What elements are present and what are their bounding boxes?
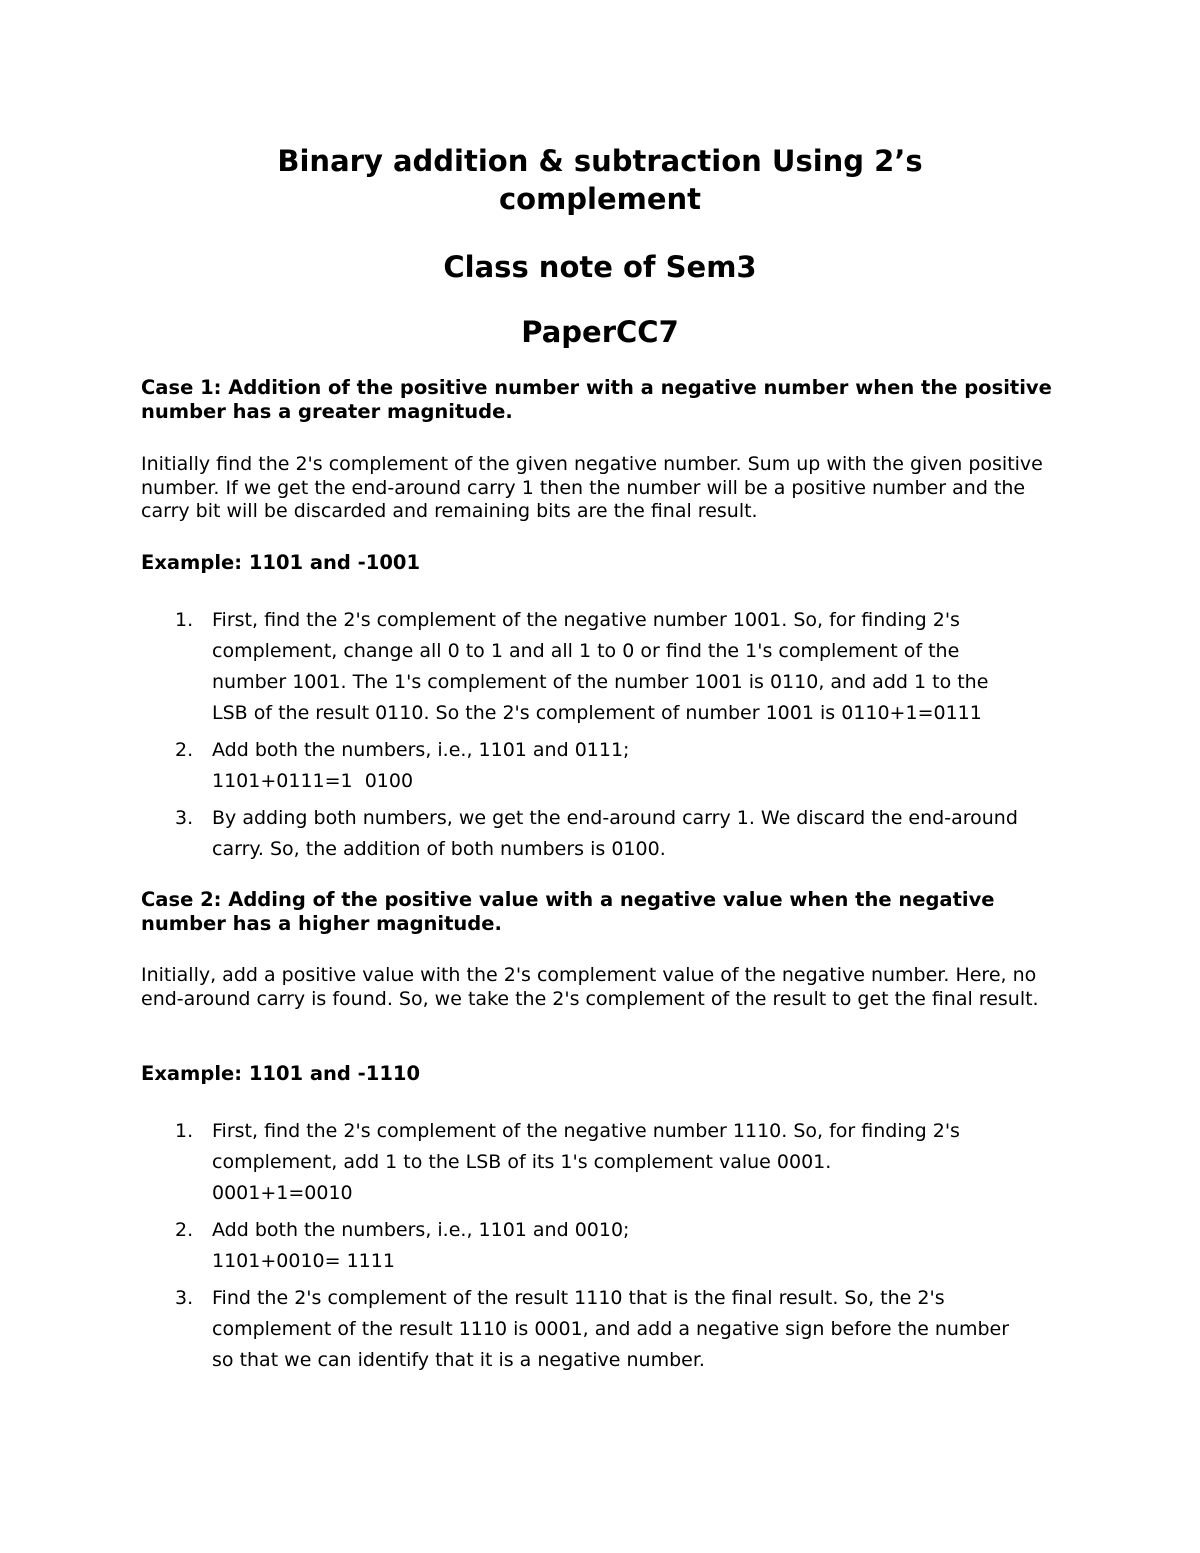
step-line: carry. So, the addition of both numbers is 0100. <box>212 838 666 860</box>
step-number: 3. <box>175 807 194 829</box>
document-title-line1: Binary addition & subtraction Using 2’s <box>277 144 923 178</box>
step-line: 1101+0111=1 0100 <box>212 770 414 792</box>
document-paper-code: PaperCC7 <box>521 315 679 349</box>
step-number: 2. <box>175 739 194 761</box>
list-item <box>141 1215 1066 1277</box>
case1-description: Initially find the 2's complement of the given negative number. Sum up with the given positive number. If we get the end-around carry 1 then the number will be a positive number and the carry bit will be discarded and remaining bits are the final result. <box>141 453 1043 522</box>
step-line: Find the 2's complement of the result 1110 that is the final result. So, the 2's <box>212 1287 945 1309</box>
list-item <box>141 1116 1066 1209</box>
step-line: 0001+1=0010 <box>212 1182 353 1204</box>
document-subtitle: Class note of Sem3 <box>443 250 757 284</box>
step-number: 1. <box>175 609 194 631</box>
list-item <box>141 605 1066 729</box>
case2-example: Example: 1101 and -1110 <box>141 1062 421 1085</box>
step-number: 2. <box>175 1219 194 1241</box>
step-line: complement, add 1 to the LSB of its 1's complement value 0001. <box>212 1151 832 1173</box>
step-number: 3. <box>175 1287 194 1309</box>
list-item <box>141 803 1066 865</box>
step-line: First, find the 2's complement of the negative number 1001. So, for finding 2's <box>212 609 960 631</box>
step-line: 1101+0010= 1111 <box>212 1250 395 1272</box>
step-line: complement, change all 0 to 1 and all 1 to 0 or find the 1's complement of the <box>212 640 960 662</box>
case2-heading: Case 2: Adding of the positive value with a negative value when the negative number has a higher magnitude. <box>141 888 995 935</box>
document-title <box>0 142 1200 218</box>
step-line: First, find the 2's complement of the negative number 1110. So, for finding 2's <box>212 1120 960 1142</box>
step-line: so that we can identify that it is a negative number. <box>212 1349 705 1371</box>
case2-steps <box>141 1116 1066 1382</box>
case2-description: Initially, add a positive value with the 2's complement value of the negative number. Here, no end-around carry is found. So, we take the 2's complement of the result to get the final result. <box>141 964 1039 1010</box>
case1-steps <box>141 605 1066 871</box>
step-line: Add both the numbers, i.e., 1101 and 0010; <box>212 1219 630 1241</box>
list-item <box>141 1283 1066 1376</box>
step-line: number 1001. The 1's complement of the number 1001 is 0110, and add 1 to the <box>212 671 989 693</box>
case1-heading: Case 1: Addition of the positive number with a negative number when the positive number has a greater magnitude. <box>141 376 1052 423</box>
step-line: LSB of the result 0110. So the 2's complement of number 1001 is 0110+1=0111 <box>212 702 982 724</box>
step-line: complement of the result 1110 is 0001, and add a negative sign before the number <box>212 1318 1010 1340</box>
case1-example: Example: 1101 and -1001 <box>141 551 421 574</box>
step-number: 1. <box>175 1120 194 1142</box>
document-title-line2: complement <box>498 182 702 216</box>
list-item <box>141 735 1066 797</box>
step-line: By adding both numbers, we get the end-around carry 1. We discard the end-around <box>212 807 1018 829</box>
step-line: Add both the numbers, i.e., 1101 and 0111; <box>212 739 630 761</box>
